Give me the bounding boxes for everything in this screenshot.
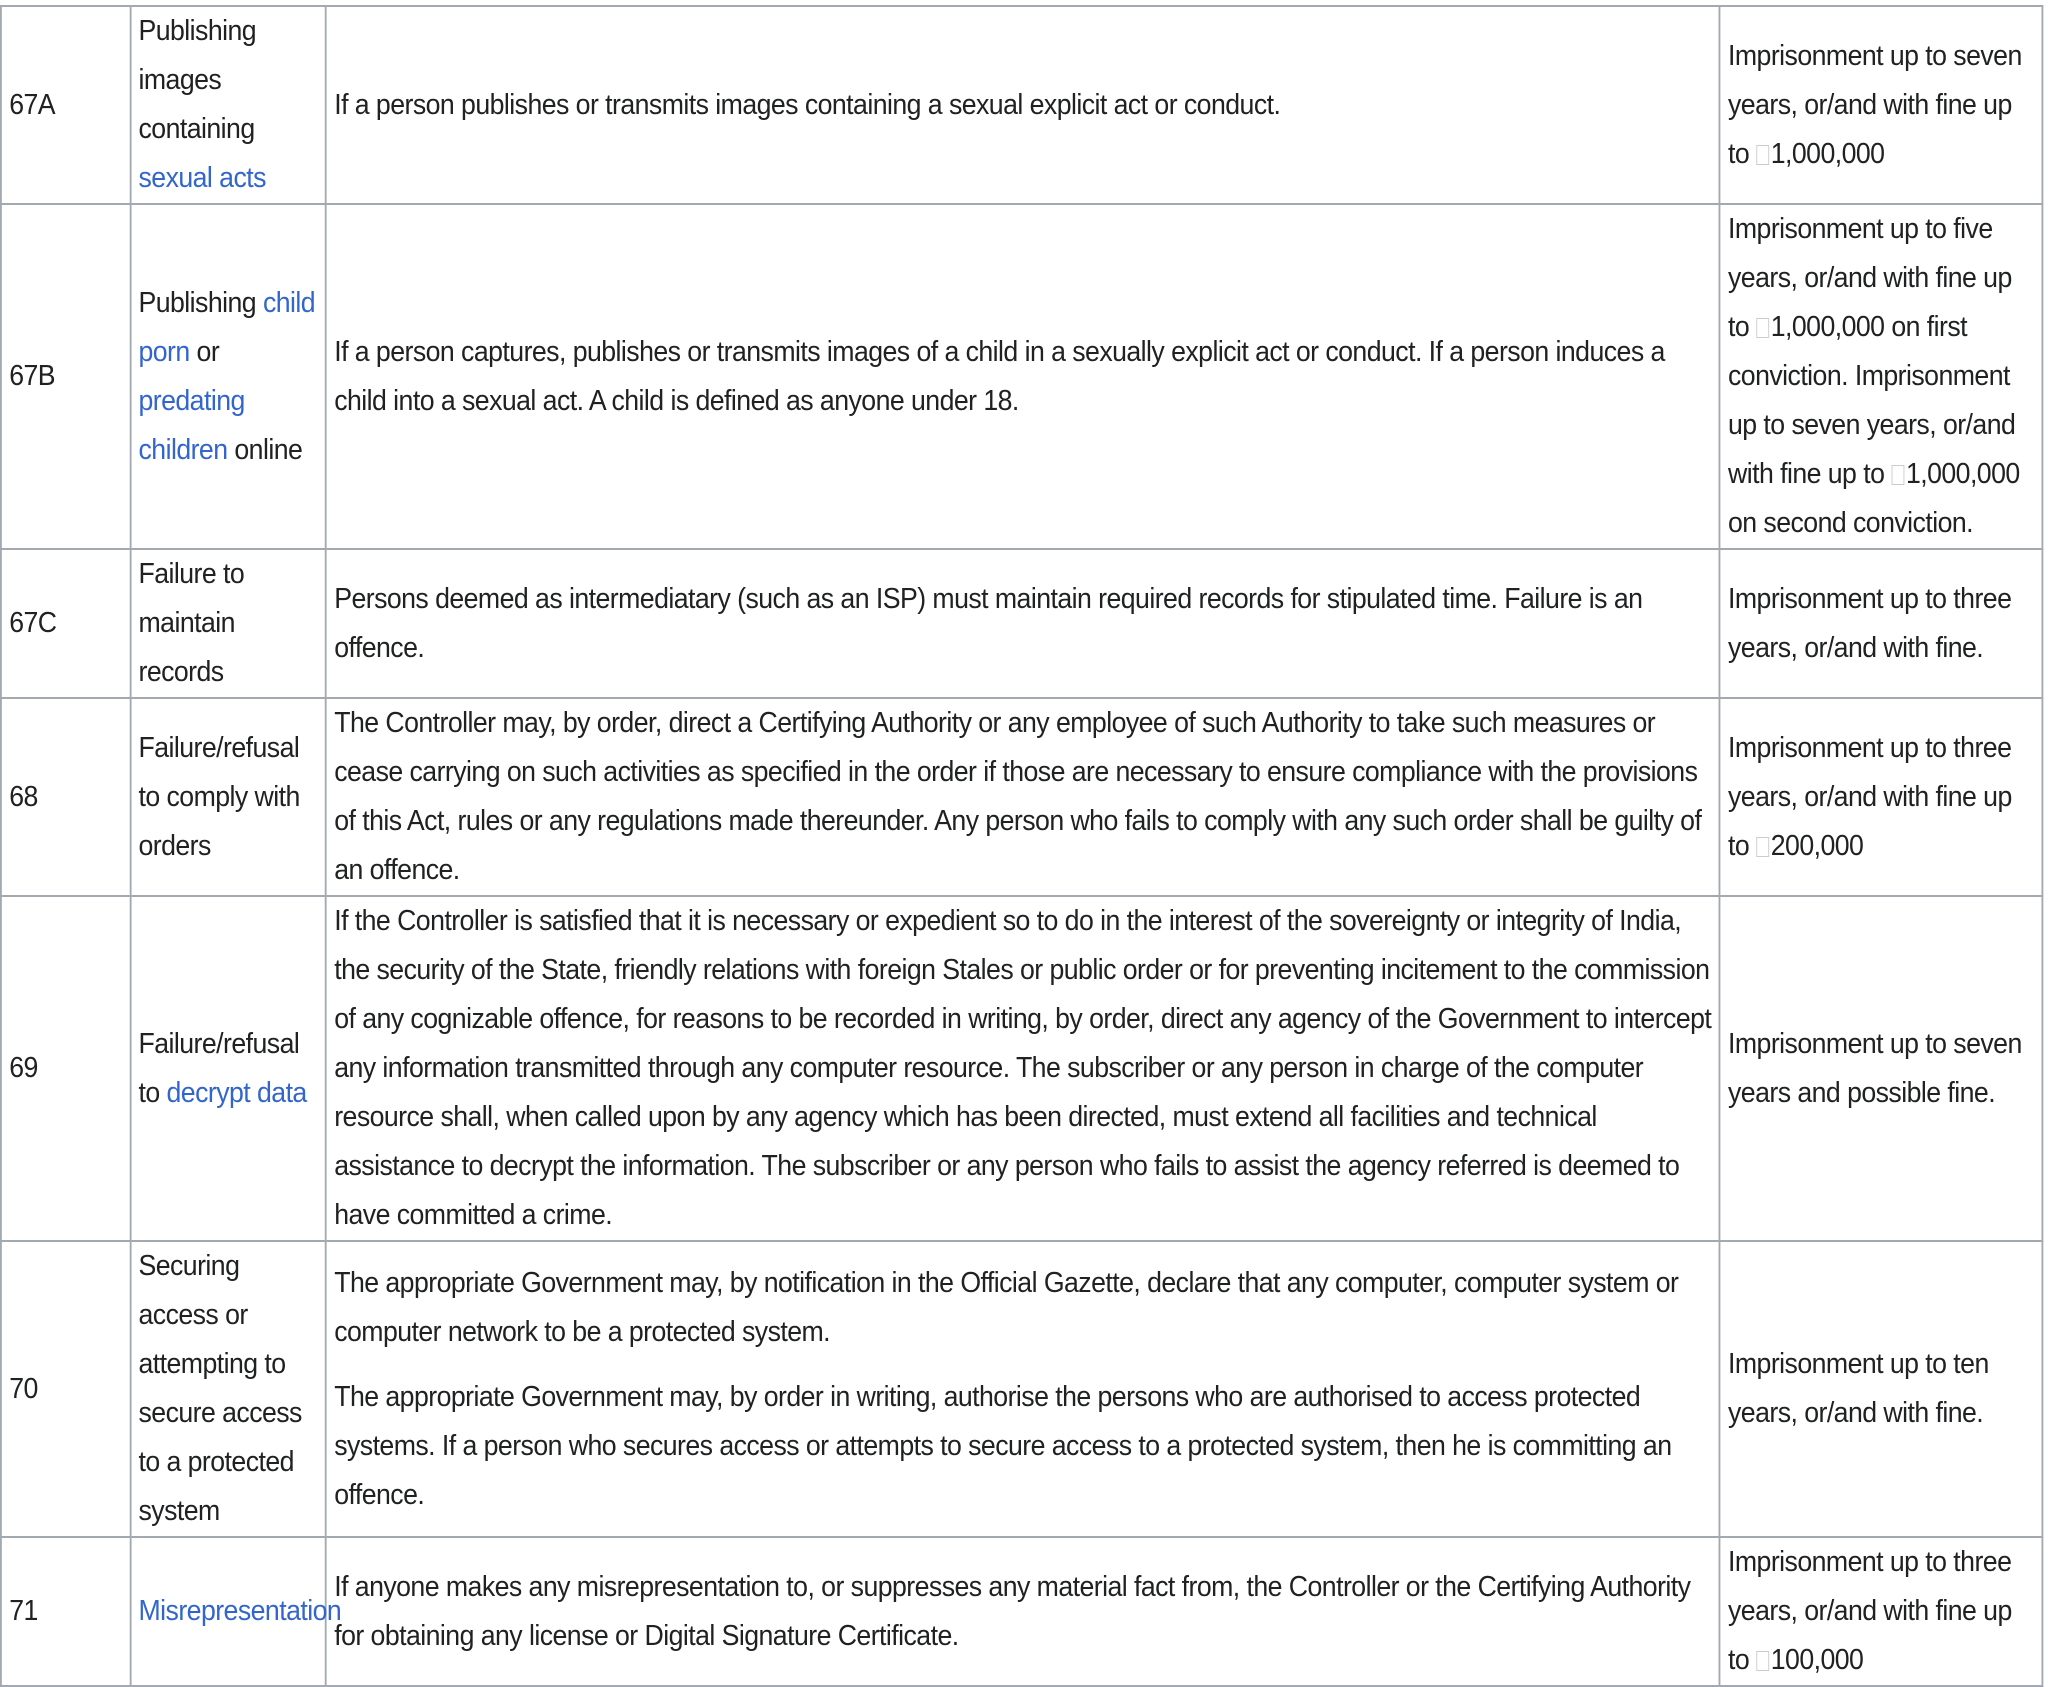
table-row xyxy=(1,204,2042,549)
penalty-text: Imprisonment up to five years, or/and with fine up to xyxy=(1728,213,2012,343)
offence-cell xyxy=(130,698,326,896)
offence-cell xyxy=(130,1241,326,1537)
offence-link-decrypt-data[interactable]: decrypt data xyxy=(166,1076,307,1109)
section-number: 67B xyxy=(9,360,56,392)
penalty-text: Imprisonment up to seven years and possible fine. xyxy=(1728,1027,2022,1109)
description-cell xyxy=(326,1241,1720,1537)
section-cell xyxy=(1,1537,130,1686)
penalty-text: Imprisonment up to three years, or/and with fine up to xyxy=(1728,731,2012,862)
description-cell xyxy=(326,549,1720,698)
offence-cell xyxy=(130,204,326,549)
penalty-text: Imprisonment up to three years, or/and with fine up to xyxy=(1728,1546,2012,1676)
offence-text: Securing access or attempting to secure access to a protected system xyxy=(138,1250,302,1527)
penalty-cell xyxy=(1720,896,2043,1241)
offence-cell xyxy=(130,549,326,698)
description-text: Persons deemed as intermediatary (such as an ISP) must maintain required records for stipulated time. Failure is an offence. xyxy=(334,582,1643,664)
penalty-cell xyxy=(1720,1241,2043,1537)
description-text: If a person captures, publishes or transmits images of a child in a sexually explicit act or conduct. If a person induces a child into a sexual act. A child is defined as anyone under 18. xyxy=(334,335,1665,417)
offence-link-misrepresentation[interactable]: Misrepresentation xyxy=(138,1595,342,1627)
description-text: The appropriate Government may, by notification in the Official Gazette, declare that any computer, computer system or computer network to be a protected system. xyxy=(334,1266,1679,1348)
offence-cell xyxy=(130,896,326,1241)
offence-text: Failure/refusal to comply with orders xyxy=(138,731,300,862)
offence-cell xyxy=(130,1537,342,1686)
penalty-cell xyxy=(1720,549,2043,698)
table-row xyxy=(1,1537,2042,1686)
penalty-cell xyxy=(1720,698,2043,896)
penalty-text: Imprisonment up to seven years, or/and with fine up to xyxy=(1728,39,2022,170)
description-text: The Controller may, by order, direct a Certifying Authority or any employee of such Authority to take such measures or cease carrying on such activities as specified in the order if those are necessary to ensure compliance with the provisions of this Act, rules or any regulations made thereunder. Any person who fails to comply with any such order shall be guilty of an offence. xyxy=(334,707,1702,886)
section-cell xyxy=(1,204,130,549)
offences-table-body xyxy=(1,6,2042,1686)
section-number: 67C xyxy=(9,607,57,639)
penalty-text: Imprisonment up to ten years, or/and with fine. xyxy=(1728,1348,1989,1429)
rupee-symbol-icon xyxy=(1756,837,1769,857)
description-text: If anyone makes any misrepresentation to, or suppresses any material fact from, the Controller or the Certifying Authority for obtaining any license or Digital Signature Certificate. xyxy=(334,1570,1691,1652)
penalty-text: 1,000,000 xyxy=(1770,137,1885,170)
description-text: If a person publishes or transmits images containing a sexual explicit act or conduct. xyxy=(334,88,1281,121)
penalty-text: 1,000,000 on first conviction. Imprisonment up to seven years, or/and with fine up to xyxy=(1728,311,2016,490)
rupee-symbol-icon xyxy=(1756,318,1769,338)
table-row xyxy=(1,698,2042,896)
penalty-cell xyxy=(1720,6,2043,204)
offence-link-sexual-acts[interactable]: sexual acts xyxy=(138,162,266,194)
table-row xyxy=(1,549,2042,698)
description-cell xyxy=(326,204,1720,549)
rupee-symbol-icon xyxy=(1891,465,1904,485)
offences-table xyxy=(0,5,2043,1687)
penalty-text: 1,000,000 on second conviction. xyxy=(1728,458,2020,539)
penalty-text: 100,000 xyxy=(1770,1644,1864,1676)
offence-cell xyxy=(130,6,326,204)
offence-link-child-porn[interactable]: child porn xyxy=(138,286,316,368)
section-cell xyxy=(1,6,130,204)
section-number: 70 xyxy=(9,1372,38,1405)
section-cell xyxy=(1,1241,130,1537)
offence-text: online xyxy=(227,433,303,466)
offence-link-predating-children[interactable]: predating children xyxy=(138,384,245,466)
description-cell xyxy=(326,698,1720,896)
content-area xyxy=(0,5,2048,1676)
description-text: The appropriate Government may, by order in writing, authorise the persons who are authorised to access protected systems. If a person who secures access or attempts to secure access to a protected system, then he is committing an offence. xyxy=(334,1380,1672,1511)
section-number: 71 xyxy=(9,1595,38,1627)
section-cell xyxy=(1,549,130,698)
rupee-symbol-icon xyxy=(1756,1651,1769,1671)
offence-text: Publishing images containing xyxy=(138,15,257,145)
description-cell xyxy=(326,896,1720,1241)
section-cell xyxy=(1,698,130,896)
table-row xyxy=(1,896,2042,1241)
section-number: 67A xyxy=(9,88,56,121)
description-cell xyxy=(326,1537,1720,1686)
penalty-text: 200,000 xyxy=(1770,829,1864,862)
offence-text: Publishing xyxy=(138,286,263,319)
section-cell xyxy=(1,896,130,1241)
rupee-symbol-icon xyxy=(1756,145,1769,165)
penalty-cell xyxy=(1720,204,2043,549)
table-row xyxy=(1,1241,2042,1537)
penalty-cell xyxy=(1720,1537,2043,1686)
section-number: 69 xyxy=(9,1052,38,1084)
offence-text: Failure to maintain records xyxy=(138,558,245,688)
table-row xyxy=(1,6,2042,204)
description-text: If the Controller is satisfied that it is necessary or expedient so to do in the interest of the sovereignty or integrity of India, the security of the State, friendly relations with foreign Stales or public order or for preventing incitement to the commission of any cognizable offence, for reasons to be recorded in writing, by order, direct any agency of the Government to intercept any information transmitted through any computer resource. The subscriber or any person in charge of the computer resource shall, when called upon by any agency which has been directed, must extend all facilities and technical assistance to decrypt the information. The subscriber or any person who fails to assist the agency referred is deemed to have committed a crime. xyxy=(334,905,1712,1231)
penalty-text: Imprisonment up to three years, or/and with fine. xyxy=(1728,582,2012,664)
section-number: 68 xyxy=(9,780,38,813)
offence-text: Failure/refusal to xyxy=(138,1027,300,1109)
offence-text: or xyxy=(189,335,220,368)
description-cell xyxy=(326,6,1720,204)
